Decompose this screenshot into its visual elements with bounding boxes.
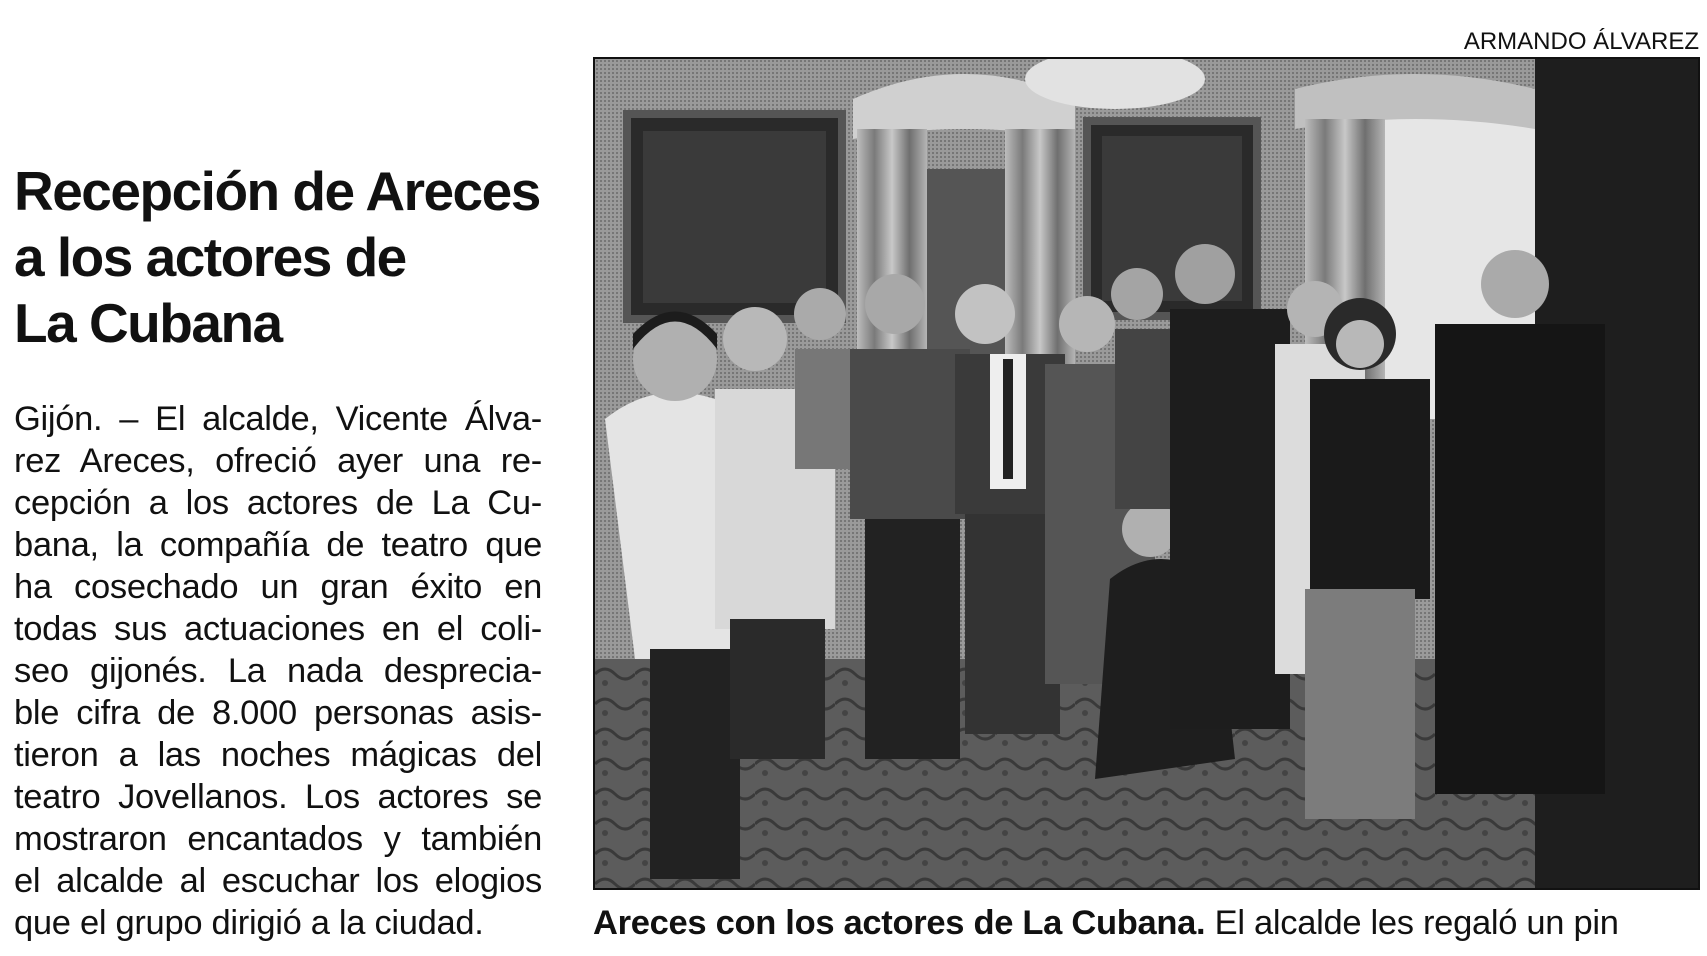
body-line: teatro Jovellanos. Los actores se [14,778,542,816]
news-photo [593,57,1700,890]
body-line: rez Areces, ofreció ayer una re- [14,442,542,480]
photo-caption [593,902,1619,944]
body-line: ble cifra de 8.000 personas asis- [14,694,542,732]
body-line: Gijón. – El alcalde, Vicente Álva- [14,400,542,438]
body-line: mostraron encantados y también [14,820,542,858]
body-line: seo gijonés. La nada despreciа- [14,652,542,690]
headline-line-3: La Cubana [14,292,282,354]
body-line: bana, la compañía de teatro que [14,526,542,564]
caption-bold: Areces con los actores de La Cubana. [593,904,1206,942]
article-body [14,398,542,944]
photo-credit: ARMANDO ÁLVAREZ [1463,28,1699,55]
caption-rest: El alcalde les regaló un pin [1205,904,1619,942]
headline-line-2: a los actores de [14,226,406,288]
body-line: tieron a las noches mágicas del [14,736,542,774]
headline-line-1: Recepción de Areces [14,160,540,222]
body-line: cepción a los actores de La Cu- [14,484,542,522]
headline [14,158,554,356]
group-photo-illustration [595,59,1698,888]
body-line: que el grupo dirigió a la ciudad. [14,904,484,942]
body-line: ha cosechado un gran éxito en [14,568,542,606]
body-line: el alcalde al escuchar los elogios [14,862,542,900]
body-line: todas sus actuaciones en el coli- [14,610,542,648]
